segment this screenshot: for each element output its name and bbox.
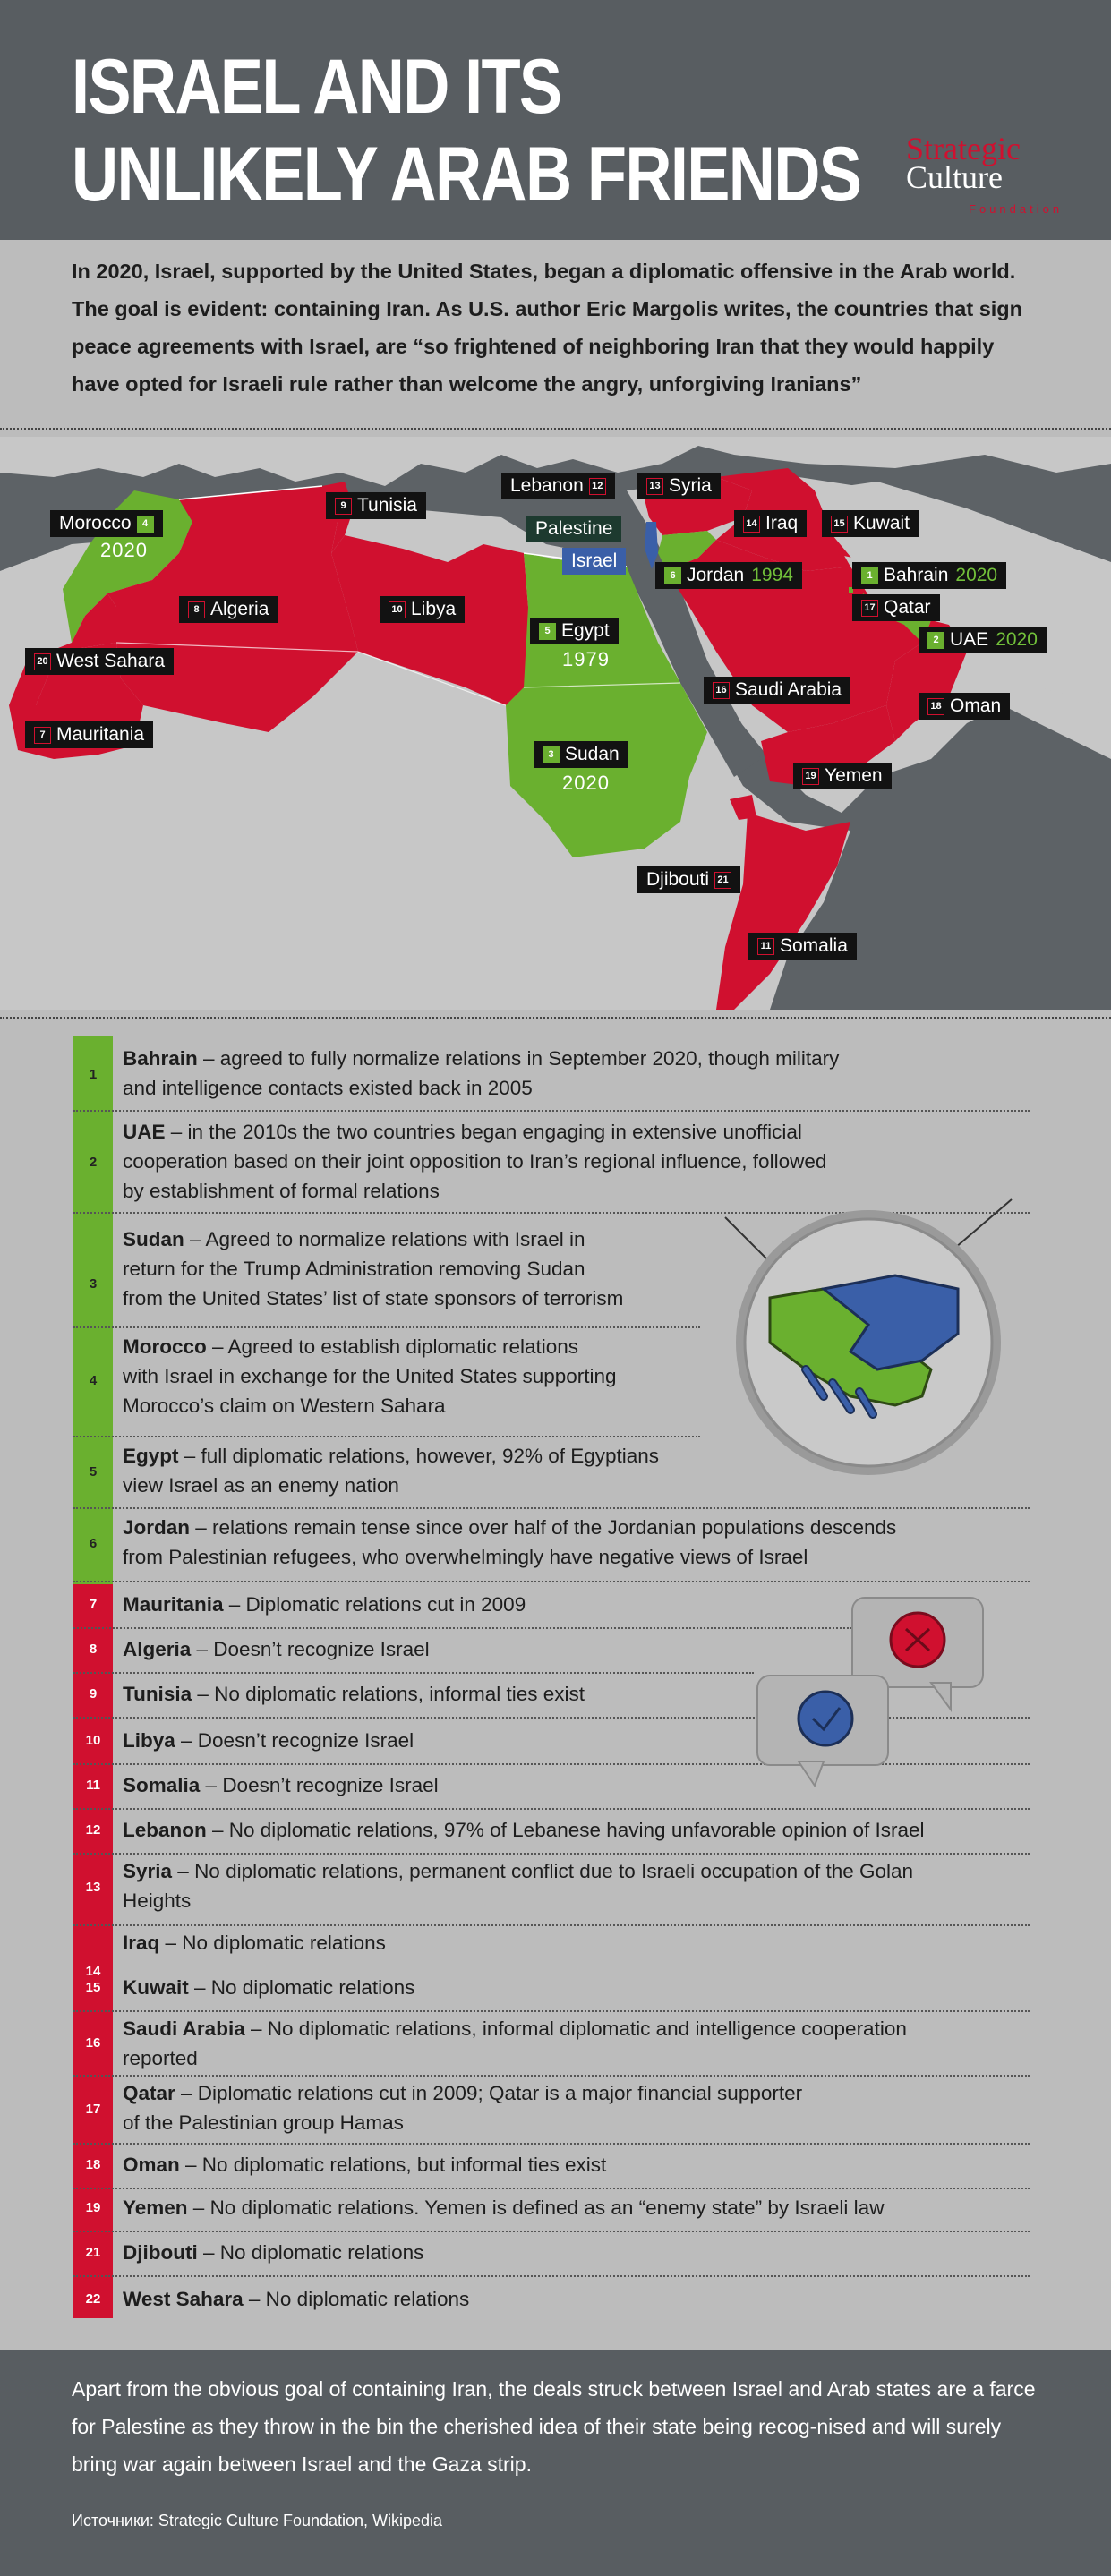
footer-text: Apart from the obvious goal of containing Iran, the deals struck between Israel and Arab states are a farce for Palestine as they throw in the bin the cherished idea of their state being recog-nised and will surely bring war again between Israel and the Gaza strip. — [72, 2377, 1036, 2476]
map-label-iraq: 14 Iraq — [734, 510, 807, 537]
list-item-yemen: Yemen – No diplomatic relations. Yemen is defined as an “enemy state” by Israeli law — [123, 2196, 885, 2219]
header-banner — [0, 0, 1111, 240]
list-separator — [73, 1110, 1030, 1112]
list-separator — [73, 1853, 1030, 1855]
list-number: 10 — [85, 1733, 101, 1748]
list-item-morocco: Morocco – Agreed to establish diplomatic relations with Israel in exchange for the United States supporting Morocco’s claim on Western Sahara — [123, 1335, 617, 1417]
map-label-israel: Israel — [562, 548, 626, 575]
list-item-syria: Syria – No diplomatic relations, permanent conflict due to Israeli occupation of the Golan Heights — [123, 1860, 914, 1912]
list-number: 2 — [89, 1155, 98, 1170]
list-separator — [73, 1924, 1030, 1926]
list-separator — [73, 2188, 1030, 2189]
title-line-1: ISRAEL AND ITS — [72, 44, 561, 130]
list-number: 4 — [89, 1373, 98, 1388]
list-item-egypt: Egypt – full diplomatic relations, however, 92% of Egyptians view Israel as an enemy nation — [123, 1445, 660, 1497]
map-label-west-sahara: 20 West Sahara — [25, 648, 174, 675]
list-separator — [73, 1436, 700, 1437]
list-item-jordan: Jordan – relations remain tense since over half of the Jordanian populations descends from Palestinian refugees, who overwhelmingly have negative views of Israel — [123, 1516, 897, 1568]
map-year-morocco: 2020 — [100, 539, 148, 561]
title-line-2: UNLIKELY ARAB FRIENDS — [72, 132, 861, 218]
map-label-oman: 18 Oman — [919, 693, 1010, 720]
list-number: 17 — [85, 2102, 101, 2117]
list-separator — [73, 1808, 1030, 1810]
map-label-somalia: 11 Somalia — [748, 933, 857, 960]
list-number: 18 — [85, 2157, 101, 2172]
list-number: 16 — [85, 2035, 101, 2051]
list-separator — [73, 2075, 1030, 2077]
map-label-lebanon: Lebanon 12 — [501, 473, 615, 499]
list-item-iraq: Iraq – No diplomatic relations — [123, 1932, 386, 1954]
page-title — [72, 43, 860, 218]
list-number: 9 — [89, 1686, 98, 1702]
list-number: 15 — [85, 1980, 101, 1995]
list-item-uae: UAE – in the 2010s the two countries began engaging in extensive unofficial cooperation based on their joint opposition to Iran’s regional influence, followed by establishment of formal relations — [123, 1121, 827, 1202]
list-item-bahrain: Bahrain – agreed to fully normalize relations in September 2020, though military and intelligence contacts existed back in 2005 — [123, 1047, 840, 1099]
list-separator — [73, 1627, 852, 1629]
list-separator — [73, 1581, 1030, 1582]
region-map — [0, 437, 1111, 1010]
list-separator — [73, 2010, 1030, 2012]
list-number: 12 — [85, 1822, 101, 1838]
list-number: 5 — [89, 1464, 98, 1480]
list-item-qatar: Qatar – Diplomatic relations cut in 2009; Qatar is a major financial supporter of the Palestinian group Hamas — [123, 2082, 803, 2134]
list-number: 1 — [89, 1067, 98, 1082]
divider-map-bottom — [0, 1017, 1111, 1019]
list-item-kuwait: Kuwait – No diplomatic relations — [123, 1976, 415, 1999]
map-label-saudi-arabia: 16 Saudi Arabia — [704, 677, 850, 704]
logo-line-1: Strategic — [906, 131, 1021, 166]
strategic-culture-logo — [906, 131, 1076, 216]
list-number: 11 — [86, 1778, 100, 1793]
list-number: 13 — [85, 1880, 101, 1895]
handshake-icon — [716, 1190, 1021, 1477]
list-separator — [73, 2143, 1030, 2145]
map-label-yemen: 19 Yemen — [793, 763, 892, 789]
map-label-mauritania: 7 Mauritania — [25, 721, 153, 748]
chat-bubbles-icon — [752, 1593, 994, 1790]
map-label-djibouti: Djibouti 21 — [637, 866, 740, 893]
footer-sources: Источники: Strategic Culture Foundation, Wikipedia — [72, 2512, 443, 2529]
map-label-kuwait: 15 Kuwait — [822, 510, 919, 537]
list-item-tunisia: Tunisia – No diplomatic relations, informal ties exist — [123, 1683, 585, 1705]
list-item-mauritania: Mauritania – Diplomatic relations cut in 2009 — [123, 1593, 526, 1616]
map-label-libya: 10 Libya — [380, 596, 465, 623]
intro-paragraph: In 2020, Israel, supported by the United States, began a diplomatic offensive in the Arab world. The goal is evident: containing Iran. As U.S. author Eric Margolis writes, the countries that sign peace agreements with Israel, are “so frightened of neighboring Iran that they would happily have opted for Israeli rule rather than welcome the angry, unforgiving Iranians” — [72, 260, 1023, 396]
list-separator — [73, 2231, 1030, 2232]
list-item-oman: Oman – No diplomatic relations, but informal ties exist — [123, 2154, 607, 2176]
list-number: 22 — [85, 2291, 101, 2307]
map-year-egypt: 1979 — [562, 648, 610, 670]
list-separator — [73, 2275, 1030, 2277]
logo-line-2: Culture — [906, 159, 1003, 195]
map-label-tunisia: 9 Tunisia — [326, 492, 426, 519]
list-item-djibouti: Djibouti – No diplomatic relations — [123, 2241, 424, 2264]
list-number: 21 — [85, 2245, 101, 2260]
map-label-qatar: 17 Qatar — [852, 594, 940, 621]
list-number: 19 — [85, 2200, 101, 2215]
list-item-sudan: Sudan – Agreed to normalize relations with Israel in return for the Trump Administration removing Sudan from the United States’ list of state sponsors of terrorism — [123, 1228, 624, 1309]
list-number: 14 — [85, 1964, 101, 1979]
map-label-morocco: Morocco 4 — [50, 510, 163, 537]
divider-top — [0, 428, 1111, 430]
list-number: 6 — [89, 1536, 98, 1551]
list-item-somalia: Somalia – Doesn’t recognize Israel — [123, 1774, 439, 1796]
map-label-uae: 2 UAE 2020 — [919, 627, 1047, 653]
map-label-sudan: 3 Sudan — [534, 741, 628, 768]
list-separator — [73, 1326, 700, 1328]
green-status-bar — [73, 1036, 113, 1584]
list-item-algeria: Algeria – Doesn’t recognize Israel — [123, 1638, 430, 1660]
list-number: 8 — [89, 1642, 98, 1657]
list-item-west-sahara: West Sahara – No diplomatic relations — [123, 2288, 470, 2310]
list-separator — [73, 1507, 1030, 1509]
map-label-bahrain: 1 Bahrain 2020 — [852, 562, 1006, 589]
map-label-egypt: 5 Egypt — [530, 618, 619, 644]
list-item-saudi-arabia: Saudi Arabia – No diplomatic relations, informal diplomatic and intelligence cooperation reported — [123, 2017, 907, 2069]
map-label-algeria: 8 Algeria — [179, 596, 278, 623]
map-label-jordan: 6 Jordan 1994 — [655, 562, 802, 589]
list-number: 7 — [89, 1597, 98, 1612]
map-label-palestine: Palestine — [526, 516, 621, 542]
map-year-sudan: 2020 — [562, 772, 610, 794]
list-item-libya: Libya – Doesn’t recognize Israel — [123, 1729, 414, 1752]
logo-line-3: Foundation — [969, 202, 1064, 216]
map-label-syria: 13 Syria — [637, 473, 721, 499]
list-separator — [73, 1672, 754, 1674]
list-number: 3 — [89, 1276, 98, 1292]
list-item-lebanon: Lebanon – No diplomatic relations, 97% of Lebanese having unfavorable opinion of Israel — [123, 1819, 925, 1841]
